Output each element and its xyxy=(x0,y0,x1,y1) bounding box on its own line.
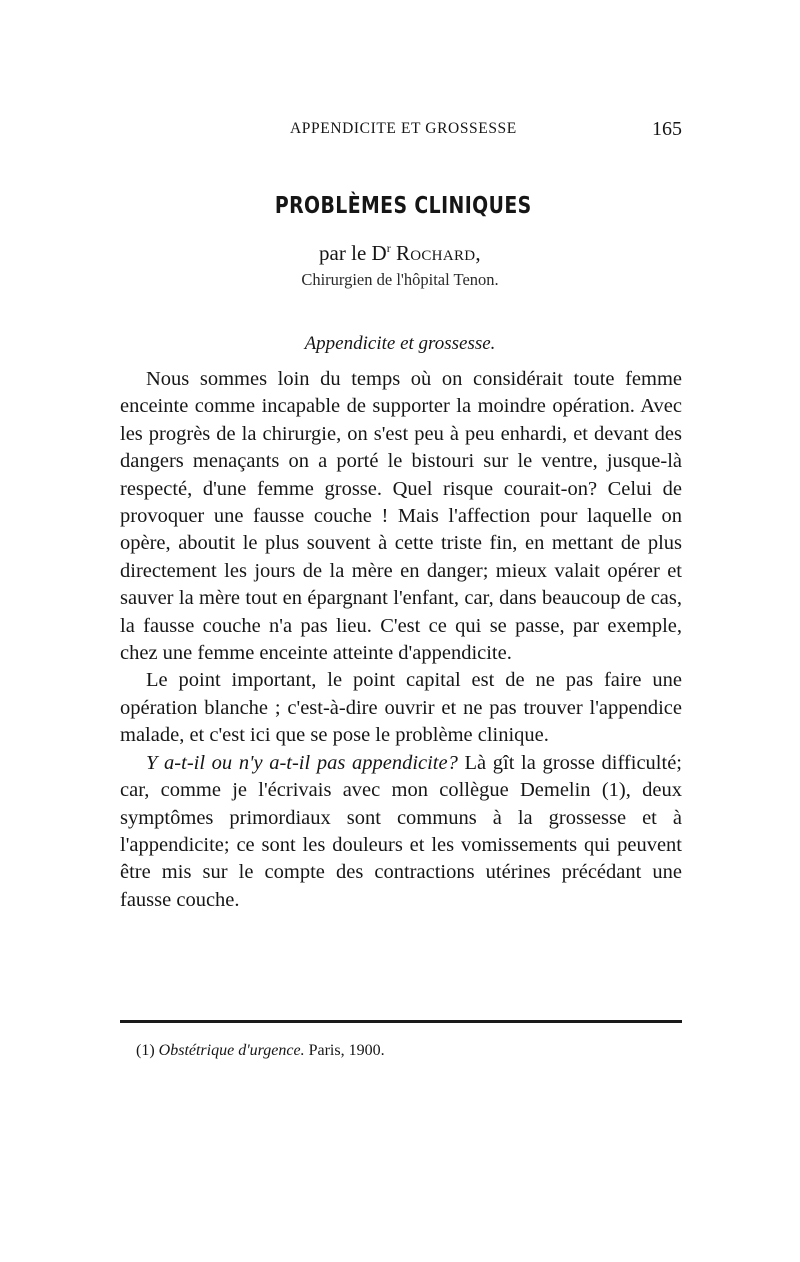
footnote-citation: Paris, 1900. xyxy=(308,1042,385,1059)
byline-superscript: r xyxy=(386,241,391,255)
footnote-marker: (1) xyxy=(136,1042,155,1059)
page-number: 165 xyxy=(652,118,682,140)
footnote-title: Obstétrique d'urgence. xyxy=(158,1042,305,1059)
article-title: PROBLÈMES CLINIQUES xyxy=(274,193,532,219)
paragraph-2: Le point important, le point capital est de ne pas faire une opération blanche ; c'est-à-dire ouvrir et ne pas trouver l'appendice malade, et c'est ici que se pose le problème clinique. xyxy=(120,669,682,747)
paragraph-3-question: Y a-t-il ou n'y a-t-il pas appendicite? xyxy=(146,751,458,774)
footnote xyxy=(136,1042,385,1060)
section-heading: Appendicite et grossesse. xyxy=(304,333,496,354)
byline xyxy=(0,241,800,266)
paragraph-1: Nous sommes loin du temps où on considérait toute femme enceinte comme incapable de supporter la moindre opération. Avec les progrès de la chirurgie, on s'est peu à peu enhardi, et devant des dangers menaçants on a porté le bistouri sur le ventre, jusque-là respecté, d'une femme grosse. Quel risque courait-on? Celui de provoquer une fausse couche ! Mais l'affection pour laquelle on opère, aboutit le plus souvent à cette triste fin, en mettant de plus directement les jours de la mère en danger; mieux valait opérer et sauver la mère tout en épargnant l'enfant, car, dans beaucoup de cas, la fausse couche n'a pas lieu. C'est ce qui se passe, par exemple, chez une femme enceinte atteinte d'appendicite. xyxy=(120,368,682,665)
paragraph-3 xyxy=(120,750,682,914)
byline-prefix: par le D xyxy=(319,241,387,265)
footnote-rule xyxy=(120,1020,682,1023)
running-title: APPENDICITE ET GROSSESSE xyxy=(290,120,517,137)
paragraph-3-text: Là gît la grosse difficulté; car, comme je l'écrivais avec mon collègue Demelin (1), deux symptômes primordiaux sont communs à la grossesse et à l'appendicite; ce sont les douleurs et les vomissements qui peuvent être mis sur le compte des contractions utérines précédant une fausse couche. xyxy=(120,751,682,911)
running-head xyxy=(120,120,682,144)
author-affiliation: Chirurgien de l'hôpital Tenon. xyxy=(301,270,499,289)
article-body xyxy=(120,366,682,914)
author-name: Rochard, xyxy=(395,241,481,265)
